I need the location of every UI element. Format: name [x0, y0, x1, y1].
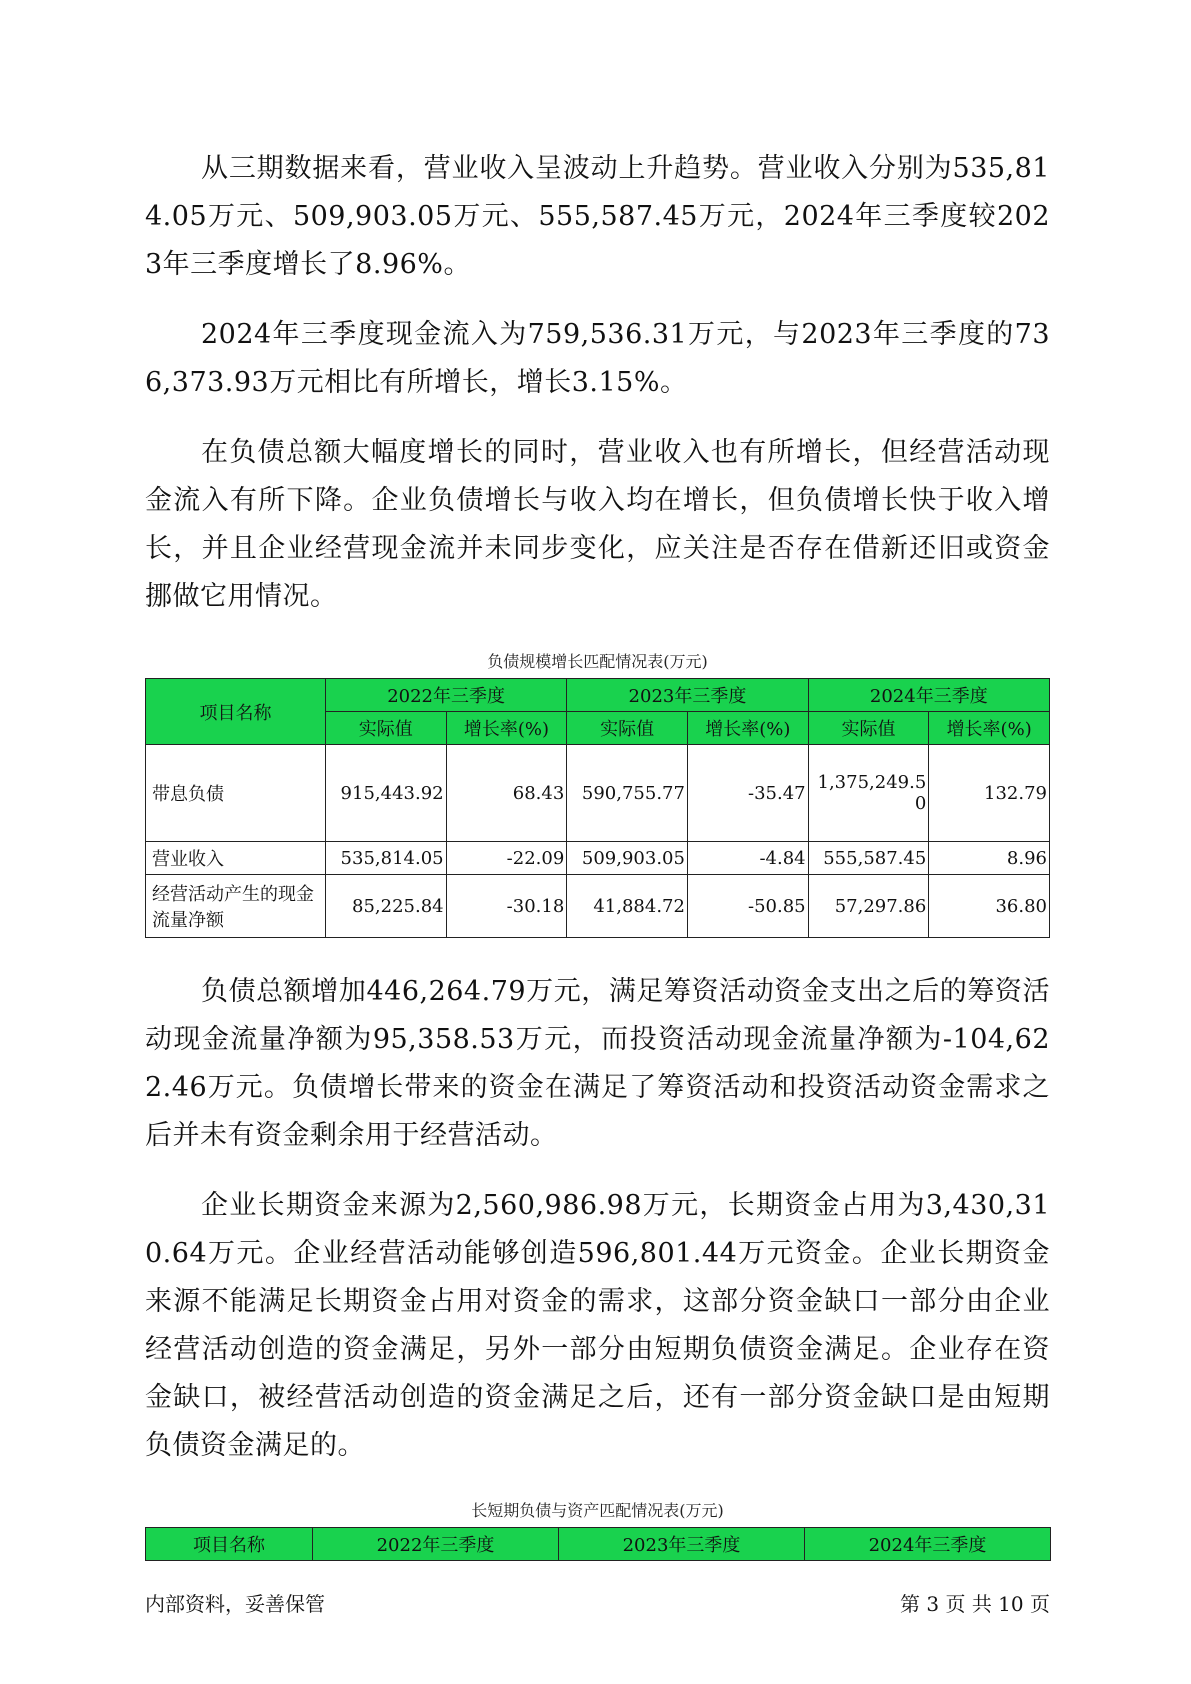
- table1-period-2022: 2022年三季度: [325, 679, 566, 712]
- cell: 555,587.45: [808, 842, 929, 875]
- row-name: 带息负债: [146, 745, 326, 842]
- cell: -50.85: [687, 875, 808, 938]
- table2-period-2024: 2024年三季度: [805, 1528, 1051, 1561]
- table-row: [146, 842, 1050, 875]
- cell: 85,225.84: [325, 875, 446, 938]
- cell: 132.79: [929, 745, 1050, 842]
- cell: 41,884.72: [567, 875, 688, 938]
- table1-sub-growth: 增长率(%): [929, 712, 1050, 745]
- page-footer: [145, 1588, 1050, 1617]
- page-content: [145, 145, 1050, 1561]
- footer-page-number: 第 3 页 共 10 页: [900, 1592, 1050, 1616]
- table-row: [146, 745, 1050, 842]
- table1-sub-actual: 实际值: [567, 712, 688, 745]
- table1-period-2023: 2023年三季度: [567, 679, 808, 712]
- paragraph-long-term-funds: 企业长期资金来源为2,560,986.98万元，长期资金占用为3,430,310.64万元。企业经营活动能够创造596,801.44万元资金。企业长期资金来源不能满足长期资金占用对资金的需求，这部分资金缺口一部分由企业经营活动创造的资金满足，另外一部分由短期负债资金满足。企业存在资金缺口，被经营活动创造的资金满足之后，还有一部分资金缺口是由短期负债资金满足的。: [145, 1190, 1050, 1461]
- table2-period-2023: 2023年三季度: [559, 1528, 805, 1561]
- table2-caption: 长短期负债与资产匹配情况表(万元): [471, 1501, 724, 1520]
- cell: -30.18: [446, 875, 567, 938]
- cell: 509,903.05: [567, 842, 688, 875]
- cell: 36.80: [929, 875, 1050, 938]
- table-row: [146, 875, 1050, 938]
- table1-header-row: [146, 679, 1050, 712]
- cell: 8.96: [929, 842, 1050, 875]
- liability-asset-match-table: [145, 1527, 1051, 1561]
- table1-name-header: 项目名称: [146, 679, 326, 745]
- cell: 68.43: [446, 745, 567, 842]
- cell: 57,297.86: [808, 875, 929, 938]
- table1-caption: 负债规模增长匹配情况表(万元): [487, 652, 708, 671]
- cell: 1,375,249.50: [808, 745, 929, 842]
- table1-sub-growth: 增长率(%): [446, 712, 567, 745]
- paragraph-debt-analysis: 在负债总额大幅度增长的同时，营业收入也有所增长，但经营活动现金流入有所下降。企业负债增长与收入均在增长，但负债增长快于收入增长，并且企业经营现金流并未同步变化，应关注是否存在借新还旧或资金挪做它用情况。: [145, 437, 1050, 612]
- cell: -4.84: [687, 842, 808, 875]
- table2-name-header: 项目名称: [146, 1528, 313, 1561]
- cell: -22.09: [446, 842, 567, 875]
- debt-growth-table: [145, 678, 1050, 938]
- table1-sub-actual: 实际值: [808, 712, 929, 745]
- cell: 590,755.77: [567, 745, 688, 842]
- paragraph-revenue-trend: 从三期数据来看，营业收入呈波动上升趋势。营业收入分别为535,814.05万元、509,903.05万元、555,587.45万元，2024年三季度较2023年三季度增长了8.96%。: [145, 153, 1050, 280]
- table2-period-2022: 2022年三季度: [313, 1528, 559, 1561]
- table1-sub-growth: 增长率(%): [687, 712, 808, 745]
- footer-confidential-note: 内部资料，妥善保管: [145, 1592, 325, 1616]
- row-name: 经营活动产生的现金流量净额: [146, 875, 326, 938]
- cell: 915,443.92: [325, 745, 446, 842]
- cell: 535,814.05: [325, 842, 446, 875]
- row-name: 营业收入: [146, 842, 326, 875]
- table1-period-2024: 2024年三季度: [808, 679, 1049, 712]
- paragraph-cash-inflow: 2024年三季度现金流入为759,536.31万元，与2023年三季度的736,373.93万元相比有所增长，增长3.15%。: [145, 319, 1050, 398]
- table1-sub-actual: 实际值: [325, 712, 446, 745]
- cell: -35.47: [687, 745, 808, 842]
- table2-header-row: [146, 1528, 1051, 1561]
- paragraph-debt-increase: 负债总额增加446,264.79万元，满足筹资活动资金支出之后的筹资活动现金流量净额为95,358.53万元，而投资活动现金流量净额为-104,622.46万元。负债增长带来的资金在满足了筹资活动和投资活动资金需求之后并未有资金剩余用于经营活动。: [145, 976, 1050, 1151]
